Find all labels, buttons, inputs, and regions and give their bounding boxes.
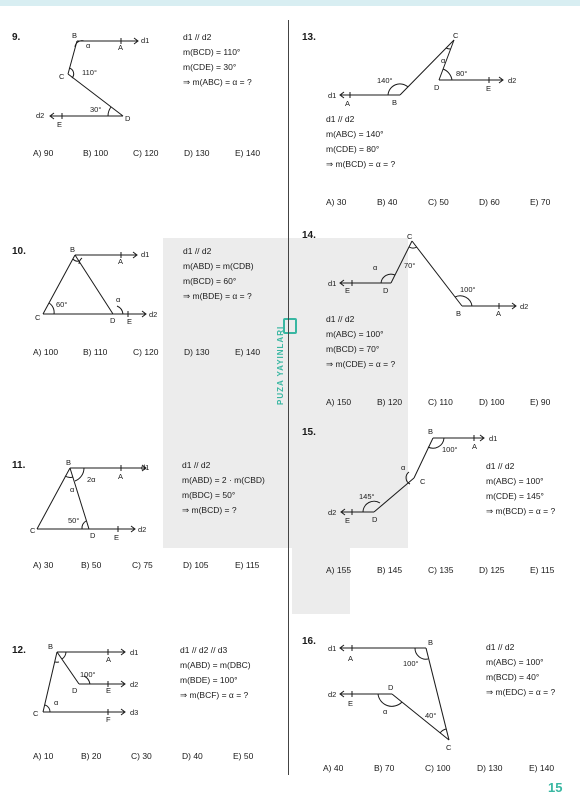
question-number: 9. bbox=[12, 32, 21, 43]
figure-label: A bbox=[106, 655, 112, 664]
choice-a[interactable]: A) 100 bbox=[33, 347, 59, 357]
choice-d[interactable]: D) 105 bbox=[183, 560, 209, 570]
choice-a[interactable]: A) 30 bbox=[326, 197, 347, 207]
figure-label: E bbox=[486, 84, 492, 93]
question-number: 15. bbox=[302, 427, 316, 438]
choice-b[interactable]: B) 20 bbox=[81, 751, 102, 761]
figure-label: B bbox=[456, 309, 462, 318]
question-number: 14. bbox=[302, 230, 316, 241]
choice-d[interactable]: D) 100 bbox=[479, 397, 505, 407]
given-block: d1 // d2 m(ABD) = 2 · m(CBD) m(BDC) = 50° ⇒ m(BCD) = ? bbox=[182, 460, 265, 515]
choice-c[interactable]: C) 120 bbox=[133, 347, 159, 357]
figure-label: d2 bbox=[138, 525, 147, 534]
figure-label: 110° bbox=[82, 68, 97, 77]
figure-label: 40° bbox=[425, 711, 437, 720]
given-block: d1 // d2 m(ABD) = m(CDB) m(BCD) = 60° ⇒ m(BDE) = α = ? bbox=[183, 246, 254, 301]
figure-label: C bbox=[59, 72, 65, 81]
figure-label: B bbox=[66, 458, 72, 467]
given-block: d1 // d2 m(ABC) = 100° m(BCD) = 40° ⇒ m(EDC) = α = ? bbox=[486, 642, 556, 697]
figure-label: d1 bbox=[328, 279, 337, 288]
figure-label: α bbox=[86, 41, 91, 50]
figure-label: D bbox=[372, 515, 378, 524]
figure-label: 30° bbox=[90, 105, 102, 114]
figure-label: 50° bbox=[68, 516, 80, 525]
choice-d[interactable]: D) 125 bbox=[479, 565, 505, 575]
question-number: 10. bbox=[12, 246, 26, 257]
figure-label: E bbox=[345, 516, 351, 525]
figure-label: D bbox=[434, 83, 440, 92]
figure-label: E bbox=[114, 533, 120, 542]
question-number: 11. bbox=[12, 460, 26, 471]
choice-b[interactable]: B) 120 bbox=[377, 397, 403, 407]
choice-d[interactable]: D) 60 bbox=[479, 197, 500, 207]
watermark-brand: PUZA YAYINLARI bbox=[276, 325, 285, 405]
choice-a[interactable]: A) 90 bbox=[33, 148, 54, 158]
choice-a[interactable]: A) 40 bbox=[323, 763, 344, 773]
choice-c[interactable]: C) 110 bbox=[428, 397, 453, 407]
figure-label: d1 bbox=[328, 644, 337, 653]
figure-label: α bbox=[401, 463, 406, 472]
figure-label: C bbox=[420, 477, 426, 486]
figure-label: A bbox=[118, 257, 124, 266]
figure-label: E bbox=[106, 686, 112, 695]
figure-label: B bbox=[48, 642, 54, 651]
choice-e[interactable]: E) 90 bbox=[530, 397, 551, 407]
figure-label: A bbox=[345, 99, 351, 108]
choice-c[interactable]: C) 100 bbox=[425, 763, 451, 773]
question-number: 12. bbox=[12, 645, 26, 656]
figure-label: 2α bbox=[87, 475, 96, 484]
choice-e[interactable]: E) 115 bbox=[235, 560, 260, 570]
page-number: 15 bbox=[548, 780, 563, 795]
choice-b[interactable]: B) 40 bbox=[377, 197, 398, 207]
figure-label: E bbox=[127, 317, 133, 326]
figure-label: α bbox=[441, 56, 446, 65]
figure-label: d2 bbox=[36, 111, 45, 120]
figure-label: C bbox=[33, 709, 39, 718]
figure-label: D bbox=[90, 531, 96, 540]
figure-label: d1 bbox=[489, 434, 498, 443]
choice-b[interactable]: B) 70 bbox=[374, 763, 395, 773]
figure-label: B bbox=[72, 31, 78, 40]
choice-e[interactable]: E) 70 bbox=[530, 197, 551, 207]
figure-label: 100° bbox=[403, 659, 419, 668]
figure-label: 70° bbox=[404, 261, 416, 270]
choice-a[interactable]: A) 150 bbox=[326, 397, 352, 407]
figure-label: C bbox=[35, 313, 41, 322]
choice-d[interactable]: D) 130 bbox=[184, 148, 210, 158]
given-block: d1 // d2 m(ABC) = 100° m(BCD) = 70° ⇒ m(CDE) = α = ? bbox=[326, 314, 396, 369]
figure-label: C bbox=[407, 232, 413, 241]
figure-label: d2 bbox=[508, 76, 517, 85]
choice-e[interactable]: E) 115 bbox=[530, 565, 555, 575]
answer-choices bbox=[323, 763, 554, 773]
figure-label: A bbox=[472, 442, 478, 451]
figure-label: 140° bbox=[377, 76, 393, 85]
figure-label: E bbox=[348, 699, 354, 708]
figure-label: α bbox=[70, 485, 75, 494]
figure-label: C bbox=[30, 526, 36, 535]
choice-d[interactable]: D) 40 bbox=[182, 751, 203, 761]
figure-label: D bbox=[125, 114, 131, 123]
figure-label: d1 bbox=[130, 648, 139, 657]
figure-label: 80° bbox=[456, 69, 468, 78]
figure-label: α bbox=[373, 263, 378, 272]
choice-c[interactable]: C) 135 bbox=[428, 565, 454, 575]
given-block: d1 // d2 m(BCD) = 110° m(CDE) = 30° ⇒ m(ABC) = α = ? bbox=[183, 32, 252, 87]
figure-label: F bbox=[106, 715, 111, 724]
figure-label: B bbox=[70, 245, 76, 254]
choice-e[interactable]: E) 140 bbox=[235, 347, 261, 357]
choice-a[interactable]: A) 30 bbox=[33, 560, 54, 570]
figure-label: 100° bbox=[80, 670, 96, 679]
figure-label: d1 bbox=[328, 91, 337, 100]
choice-a[interactable]: A) 10 bbox=[33, 751, 54, 761]
figure-label: d1 bbox=[141, 250, 150, 259]
figure-label: A bbox=[118, 43, 124, 52]
question-number: 16. bbox=[302, 636, 316, 647]
choice-c[interactable]: C) 50 bbox=[428, 197, 449, 207]
choice-d[interactable]: D) 130 bbox=[184, 347, 210, 357]
figure-label: B bbox=[392, 98, 398, 107]
figure-label: B bbox=[428, 638, 434, 647]
figure-label: C bbox=[453, 31, 459, 40]
choice-e[interactable]: E) 50 bbox=[233, 751, 254, 761]
choice-b[interactable]: B) 145 bbox=[377, 565, 403, 575]
choice-c[interactable]: C) 75 bbox=[132, 560, 153, 570]
figure-label: d1 bbox=[141, 36, 150, 45]
figure-label: D bbox=[383, 286, 389, 295]
given-block: d1 // d2 // d3 m(ABD) = m(DBC) m(BDE) = 100° ⇒ m(BCF) = α = ? bbox=[180, 645, 251, 700]
figure-label: d2 bbox=[130, 680, 139, 689]
figure-label: C bbox=[446, 743, 452, 752]
figure-label: α bbox=[116, 295, 121, 304]
figure-label: d2 bbox=[328, 690, 337, 699]
question-number: 13. bbox=[302, 32, 316, 43]
choice-c[interactable]: C) 30 bbox=[131, 751, 152, 761]
figure-label: E bbox=[57, 120, 63, 129]
choice-d[interactable]: D) 130 bbox=[477, 763, 503, 773]
figure-label: 145° bbox=[359, 492, 375, 501]
figure-label: d3 bbox=[130, 708, 139, 717]
figure-label: d2 bbox=[149, 310, 158, 319]
figure-label: 100° bbox=[442, 445, 458, 454]
figure-label: α bbox=[54, 698, 59, 707]
figure-label: 100° bbox=[460, 285, 476, 294]
given-block: d1 // d2 m(ABC) = 140° m(CDE) = 80° ⇒ m(BCD) = α = ? bbox=[326, 114, 396, 169]
figure-label: D bbox=[72, 686, 78, 695]
figure-label: D bbox=[388, 683, 394, 692]
figure-label: E bbox=[345, 286, 351, 295]
choice-b[interactable]: B) 50 bbox=[81, 560, 102, 570]
choice-b[interactable]: B) 110 bbox=[83, 347, 108, 357]
figure-label: B bbox=[428, 427, 434, 436]
figure-label: A bbox=[348, 654, 354, 663]
choice-e[interactable]: E) 140 bbox=[235, 148, 261, 158]
figure-label: d2 bbox=[520, 302, 529, 311]
figure-label: 60° bbox=[56, 300, 68, 309]
figure-label: α bbox=[383, 707, 388, 716]
figure-label: d1 bbox=[141, 463, 150, 472]
figure-label: A bbox=[496, 309, 502, 318]
figure-label: d2 bbox=[328, 508, 337, 517]
figure-label: D bbox=[110, 316, 116, 325]
given-block: d1 // d2 m(ABC) = 100° m(CDE) = 145° ⇒ m(BCD) = α = ? bbox=[486, 461, 556, 516]
choice-b[interactable]: B) 100 bbox=[83, 148, 109, 158]
choice-a[interactable]: A) 155 bbox=[326, 565, 352, 575]
choice-e[interactable]: E) 140 bbox=[529, 763, 555, 773]
figure-label: A bbox=[118, 472, 124, 481]
choice-c[interactable]: C) 120 bbox=[133, 148, 159, 158]
